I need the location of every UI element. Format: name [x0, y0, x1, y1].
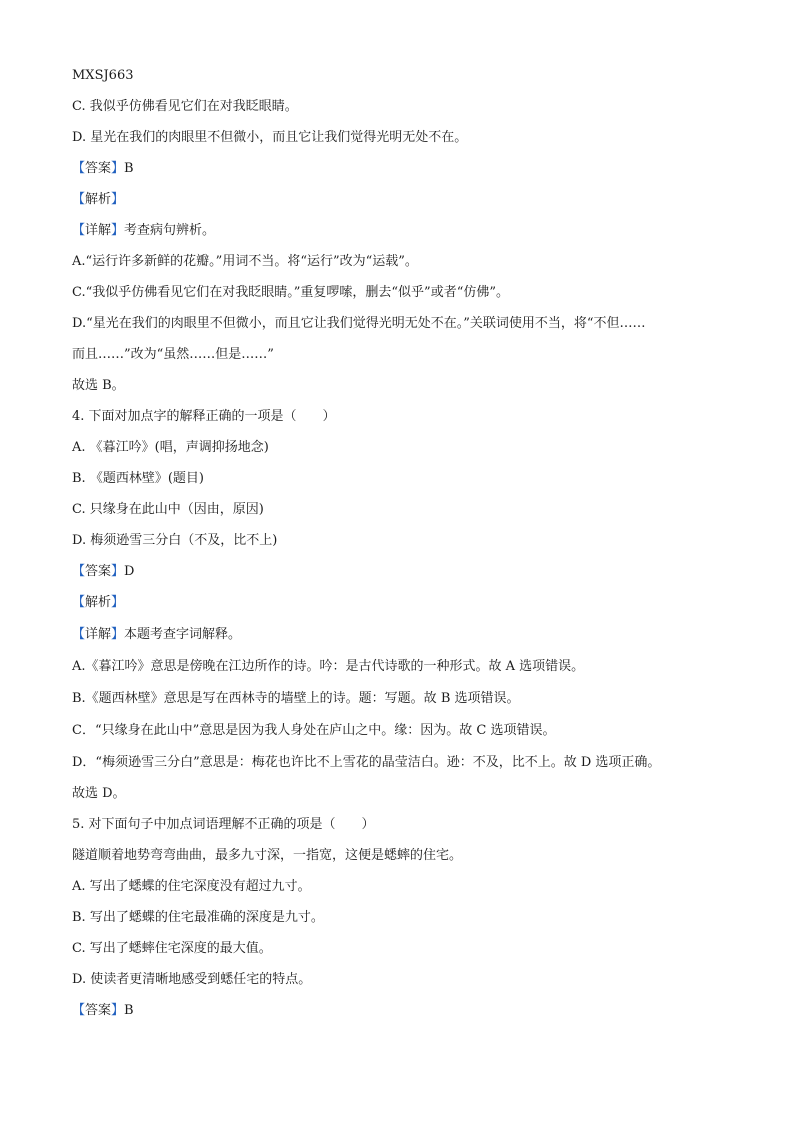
detail-label: 详解: [85, 627, 112, 642]
detail-label: 详解: [85, 223, 112, 238]
bracket-open: 【: [72, 627, 86, 642]
bracket-open: 【: [72, 161, 86, 176]
answer-value: D: [124, 564, 135, 579]
q4-explanation-a: A.《暮江吟》意思是傍晚在江边所作的诗。吟：是古代诗歌的一种形式。故 A 选项错误。: [72, 659, 585, 674]
analysis-label: 解析: [85, 595, 112, 610]
q5-option-c: C. 写出了蟋蟀住宅深度的最大值。: [72, 941, 272, 956]
q4-answer: [72, 564, 134, 580]
answer-label: 答案: [85, 564, 112, 579]
q5-question: 5. 对下面句子中加点词语理解不正确的项是（ ）: [72, 817, 375, 832]
q4-explanation-c: C．“只缘身在此山中”意思是因为我人身处在庐山之中。缘：因为。故 C 选项错误。: [72, 723, 556, 738]
q4-conclusion: 故选 D。: [72, 786, 126, 801]
q4-option-a: A. 《暮江吟》(唱，声调抑扬地念): [72, 440, 269, 455]
q3-explanation-d-line1: D.“星光在我们的肉眼里不但微小，而且它让我们觉得光明无处不在。”关联词使用不当，将“不但……: [72, 316, 646, 331]
q3-explanation-c: C.“我似乎仿佛看见它们在对我眨眼睛。”重复啰嗦，删去“似乎”或者“仿佛”。: [72, 285, 509, 300]
q4-detail: [72, 627, 241, 643]
q5-sentence: 隧道顺着地势弯弯曲曲，最多九寸深，一指宽，这便是蟋蟀的住宅。: [72, 848, 463, 863]
bracket-open: 【: [72, 192, 86, 207]
doc-code: MXSJ663: [72, 68, 134, 83]
bracket-close: 】: [111, 595, 125, 610]
bracket-open: 【: [72, 564, 86, 579]
bracket-close: 】: [111, 161, 125, 176]
answer-label: 答案: [85, 161, 112, 176]
q4-explanation-b: B.《题西林壁》意思是写在西林寺的墙壁上的诗。题：写题。故 B 选项错误。: [72, 691, 520, 706]
q5-answer: [72, 1003, 134, 1019]
q3-explanation-a: A.“运行许多新鲜的花瓣。”用词不当。将“运行”改为“运载”。: [72, 254, 418, 269]
bracket-close: 】: [111, 1003, 125, 1018]
bracket-open: 【: [72, 595, 86, 610]
bracket-close: 】: [111, 564, 125, 579]
bracket-open: 【: [72, 1003, 86, 1018]
q4-option-b: B. 《题西林壁》(题目): [72, 471, 204, 486]
bracket-open: 【: [72, 223, 86, 238]
q3-option-d: D. 星光在我们的肉眼里不但微小，而且它让我们觉得光明无处不在。: [72, 130, 468, 145]
bracket-close: 】: [111, 192, 125, 207]
bracket-close: 】: [111, 627, 125, 642]
q3-detail: [72, 223, 215, 239]
bracket-close: 】: [111, 223, 125, 238]
answer-label: 答案: [85, 1003, 112, 1018]
analysis-label: 解析: [85, 192, 112, 207]
q4-option-c: C. 只缘身在此山中（因由，原因): [72, 502, 264, 517]
q4-analysis-heading: [72, 595, 124, 611]
q3-option-c: C. 我似乎仿佛看见它们在对我眨眼睛。: [72, 99, 298, 114]
q3-conclusion: 故选 B。: [72, 378, 125, 393]
detail-text: 本题考查字词解释。: [124, 627, 242, 642]
q4-explanation-d: D．“梅须逊雪三分白”意思是：梅花也许比不上雪花的晶莹洁白。逊：不及，比不上。故 D 选项正确。: [72, 755, 661, 770]
q3-answer: [72, 161, 134, 177]
q5-option-d: D. 使读者更清晰地感受到蟋任宅的特点。: [72, 972, 312, 987]
answer-value: B: [124, 1003, 134, 1018]
q4-option-d: D. 梅须逊雪三分白（不及，比不上): [72, 533, 278, 548]
q4-question: 4. 下面对加点字的解释正确的一项是（ ）: [72, 409, 336, 424]
answer-value: B: [124, 161, 134, 176]
q3-explanation-d-line2: 而且……”改为“虽然……但是……”: [72, 347, 274, 362]
q3-analysis-heading: [72, 192, 124, 208]
detail-text: 考查病句辨析。: [124, 223, 216, 238]
q5-option-b: B. 写出了蟋蝶的住宅最准确的深度是九寸。: [72, 910, 324, 925]
q5-option-a: A. 写出了蟋蝶的住宅深度没有超过九寸。: [72, 879, 311, 894]
